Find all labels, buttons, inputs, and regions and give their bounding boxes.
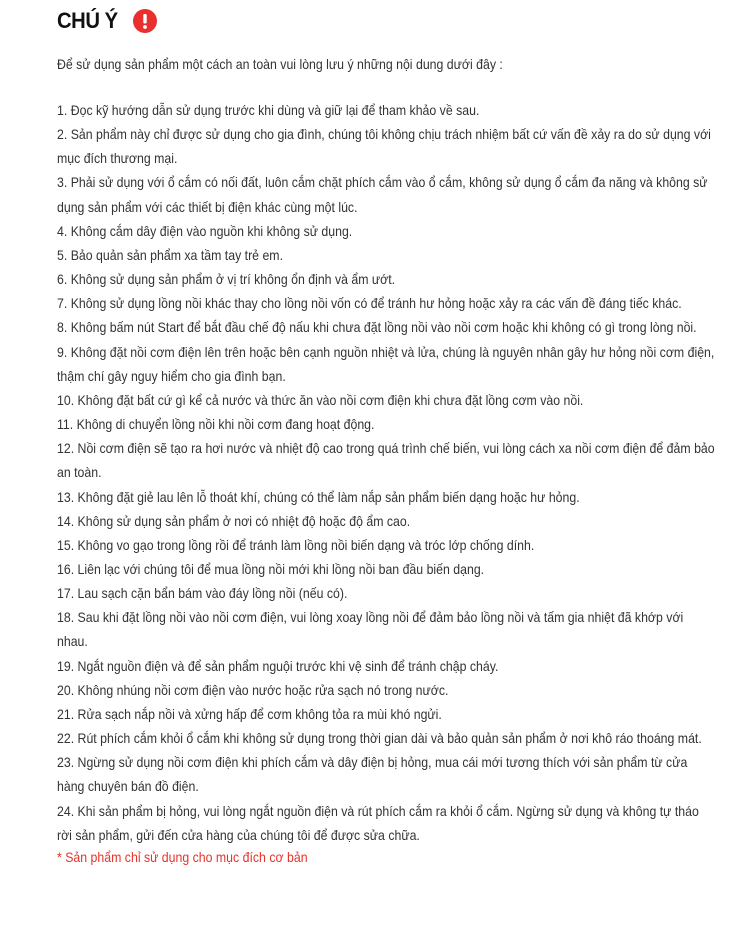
list-item: 7. Không sử dụng lồng nồi khác thay cho lồng nồi vốn có để tránh hư hỏng hoặc xảy ra các vấn đề đáng tiếc khác. xyxy=(57,295,682,312)
caution-header xyxy=(57,6,717,36)
list-item: 11. Không di chuyển lồng nồi khi nồi cơm đang hoạt động. xyxy=(57,416,375,433)
list-item: 2. Sản phẩm này chỉ được sử dụng cho gia đình, chúng tôi không chịu trách nhiệm bất cứ vấn đề xảy ra do sử dụng với mục đích thương mại. xyxy=(57,126,711,167)
page-title: CHÚ Ý xyxy=(57,8,118,33)
list-item: 9. Không đặt nồi cơm điện lên trên hoặc bên cạnh nguồn nhiệt và lửa, chúng là nguyên nhân gây hư hỏng nồi cơm điện, thậm chí gây nguy hiểm cho gia đình bạn. xyxy=(57,343,715,384)
list-item: 6. Không sử dụng sản phẩm ở vị trí không ổn định và ẩm ướt. xyxy=(57,271,396,288)
list-item: 5. Bảo quản sản phẩm xa tầm tay trẻ em. xyxy=(57,246,283,263)
list-item: 10. Không đặt bất cứ gì kể cả nước và thức ăn vào nồi cơm điện khi chưa đặt lồng cơm vào nồi. xyxy=(57,391,584,408)
caution-list xyxy=(57,98,717,847)
list-item: 15. Không vo gạo trong lồng rồi để tránh làm lồng nồi biến dạng và tróc lớp chống dính. xyxy=(57,536,535,553)
list-item: 12. Nồi cơm điện sẽ tạo ra hơi nước và nhiệt độ cao trong quá trình chế biến, vui lòng cách xa nồi cơm điện để đảm bảo an toàn. xyxy=(57,440,715,481)
list-item: 21. Rửa sạch nắp nồi và xửng hấp để cơm không tỏa ra mùi khó ngửi. xyxy=(57,705,442,722)
list-item: 16. Liên lạc với chúng tôi để mua lồng nồi mới khi lồng nồi ban đầu biến dạng. xyxy=(57,560,485,577)
list-item: 4. Không cắm dây điện vào nguồn khi không sử dụng. xyxy=(57,222,353,239)
list-item: 1. Đọc kỹ hướng dẫn sử dụng trước khi dùng và giữ lại để tham khảo về sau. xyxy=(57,102,480,118)
usage-note: * Sản phẩm chỉ sử dụng cho mục đích cơ bản xyxy=(57,848,308,865)
list-item: 8. Không bấm nút Start để bắt đầu chế độ nấu khi chưa đặt lồng nồi vào nồi cơm hoặc khi không có gì trong lòng nồi. xyxy=(57,319,697,336)
list-item: 24. Khi sản phẩm bị hỏng, vui lòng ngắt nguồn điện và rút phích cắm ra khỏi ổ cắm. Ngừng sử dụng và không tự tháo rời sản phẩm, gửi đến cửa hàng của chúng tôi để được sửa chữa. xyxy=(57,802,699,843)
caution-section xyxy=(57,6,717,869)
list-item: 20. Không nhúng nồi cơm điện vào nước hoặc rửa sạch nó trong nước. xyxy=(57,681,449,698)
intro-text: Để sử dụng sản phẩm một cách an toàn vui lòng lưu ý những nội dung dưới đây : xyxy=(57,56,503,72)
list-item: 23. Ngừng sử dụng nồi cơm điện khi phích cắm và dây điện bị hỏng, mua cái mới tương thích với sản phẩm từ cửa hàng chuyên bán đồ điện. xyxy=(57,754,688,795)
list-item: 3. Phải sử dụng với ổ cắm có nối đất, luôn cắm chặt phích cắm vào ổ cắm, không sử dụng ổ cắm đa năng và không sử dụng sản phẩm với các thiết bị điện khác cùng một lúc. xyxy=(57,174,708,215)
list-item: 13. Không đặt giẻ lau lên lỗ thoát khí, chúng có thể làm nắp sản phẩm biến dạng hoặc hư hỏng. xyxy=(57,488,580,505)
list-item: 14. Không sử dụng sản phẩm ở nơi có nhiệt độ hoặc độ ẩm cao. xyxy=(57,512,411,529)
list-item: 22. Rút phích cắm khỏi ổ cắm khi không sử dụng trong thời gian dài và bảo quản sản phẩm ở nơi khô ráo thoáng mát. xyxy=(57,730,702,747)
list-item: 18. Sau khi đặt lồng nồi vào nồi cơm điện, vui lòng xoay lồng nồi để đảm bảo lồng nồi và tấm gia nhiệt đã khớp với nhau. xyxy=(57,609,684,650)
list-item: 17. Lau sạch cặn bẩn bám vào đáy lồng nồi (nếu có). xyxy=(57,585,348,602)
exclamation-circle-icon xyxy=(133,9,157,33)
list-item: 19. Ngắt nguồn điện và để sản phẩm nguội trước khi vệ sinh để tránh chập cháy. xyxy=(57,657,499,674)
